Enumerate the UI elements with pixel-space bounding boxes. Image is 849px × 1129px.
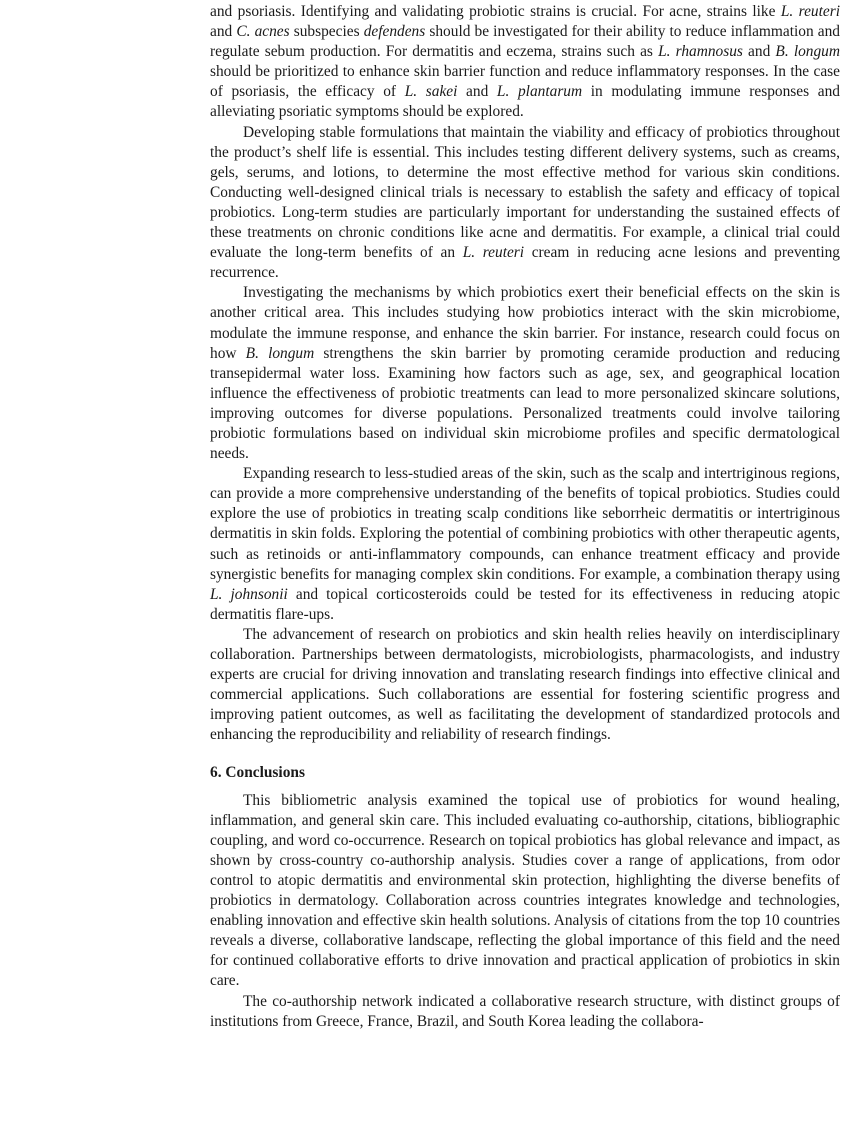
text-run: and: [210, 23, 237, 41]
species-name: L. rhamnosus: [658, 43, 743, 61]
text-run: Investigating the mechanisms by which probiotics exert their beneficial effects on the skin is another critical area. This includes studying how probiotics interact with the skin microbiome, modulate the immune response, and enhance the skin barrier. For instance, research could focus on how: [210, 284, 840, 362]
text-run: cream in reducing acne lesions and preventing recurrence.: [210, 244, 840, 282]
paragraph: [210, 791, 840, 992]
paragraph: [210, 625, 840, 746]
text-run: strengthens the skin barrier by promoting ceramide production and reducing transepidermal water loss. Examining how factors such as age, sex, and geographical location influence the effectiveness of probiotic treatments can lead to more personalized skincare solutions, improving outcomes for diverse populations. Personalized treatments could involve tailoring probiotic formulations based on individual skin microbiome profiles and specific dermatological needs.: [210, 344, 840, 463]
section-heading: 6. Conclusions: [210, 764, 305, 782]
species-name: defendens: [363, 23, 426, 41]
text-run: The co-authorship network indicated a collaborative research structure, with distinct groups of institutions from Greece, France, Brazil, and South Korea leading the collabora-: [210, 992, 840, 1030]
species-name: L. plantarum: [496, 83, 583, 101]
paragraph: [210, 992, 840, 1032]
conclusions-text: [210, 791, 840, 1032]
text-run: in modulating immune responses and alleviating psoriatic symptoms should be explored.: [210, 83, 840, 121]
species-name: L. sakei: [404, 83, 458, 101]
species-name: L. reuteri: [462, 244, 525, 262]
text-run: and: [457, 83, 497, 101]
text-run: Developing stable formulations that maintain the viability and efficacy of probiotics throughout the product’s shelf life is essential. This includes testing different delivery systems, such as creams, gels, serums, and lotions, to determine the most effective method for various skin conditions. Conducting well-designed clinical trials is necessary to establish the safety and efficacy of topical probiotics. Long-term studies are particularly important for understanding the sustained effects of these treatments on chronic conditions like acne and dermatitis. For example, a clinical trial could evaluate the long-term benefits of an: [210, 123, 840, 262]
text-run: The advancement of research on probiotics and skin health relies heavily on interdisciplinary collaboration. Partnerships between dermatologists, microbiologists, pharmacologists, and industry experts are crucial for driving innovation and translating research findings into effective clinical and commercial applications. Such collaborations are essential for fostering scientific progress and improving patient outcomes, as well as facilitating the development of standardized protocols and enhancing the reproducibility and reliability of research findings.: [210, 625, 840, 744]
text-run: This bibliometric analysis examined the topical use of probiotics for wound healing, inflammation, and general skin care. This included evaluating co-authorship, citations, bibliographic coupling, and word co-occurrence. Research on topical probiotics has global relevance and impact, as shown by cross-country co-authorship analysis. Studies cover a range of applications, from odor control to atopic dermatitis and environmental skin protection, highlighting the diverse benefits of probiotics in dermatology. Collaboration across countries integrates knowledge and technologies, enabling innovation and effective skin health solutions. Analysis of citations from the top 10 countries reveals a diverse, collaborative landscape, reflecting the global importance of this field and the need for continued collaborative efforts to drive innovation and practical application of probiotics in skin care.: [210, 791, 840, 990]
paragraph: [210, 2, 840, 123]
species-name: B. longum: [775, 43, 840, 61]
text-run: should be investigated for their ability to reduce inflammation and regulate sebum production. For dermatitis and eczema, strains such as: [210, 23, 840, 61]
species-name: C. acnes: [236, 23, 290, 41]
body-text: [210, 2, 840, 745]
text-run: and: [742, 43, 776, 61]
document-page: [210, 2, 840, 1032]
text-run: subspecies: [289, 23, 364, 41]
paragraph: [210, 464, 840, 625]
species-name: L. johnsonii: [210, 585, 288, 603]
text-run: Expanding research to less-studied areas of the skin, such as the scalp and intertriginous regions, can provide a more comprehensive understanding of the benefits of topical probiotics. Studies could explore the use of probiotics in treating scalp conditions like seborrheic dermatitis or intertriginous dermatitis in skin folds. Exploring the potential of combining probiotics with other therapeutic agents, such as retinoids or anti-inflammatory compounds, can enhance treatment efficacy and provide synergistic benefits for managing complex skin conditions. For example, a combination therapy using: [210, 465, 840, 583]
text-run: and topical corticosteroids could be tested for its effectiveness in reducing atopic dermatitis flare-ups.: [210, 585, 840, 623]
species-name: L. reuteri: [780, 3, 840, 20]
paragraph: [210, 283, 840, 464]
text-run: should be prioritized to enhance skin barrier function and reduce inflammatory responses. In the case of psoriasis, the efficacy of: [210, 63, 840, 101]
text-run: and psoriasis. Identifying and validating probiotic strains is crucial. For acne, strains like: [210, 3, 781, 20]
paragraph: [210, 123, 840, 284]
species-name: B. longum: [245, 344, 315, 362]
